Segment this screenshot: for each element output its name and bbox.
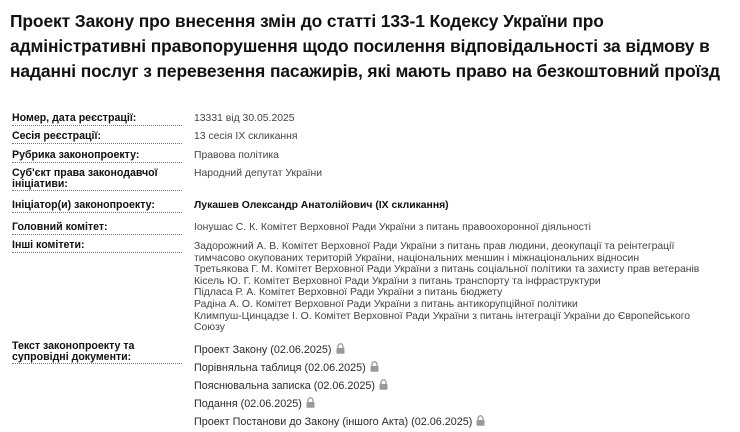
initiator-value[interactable]: Лукашев Олександр Анатолійович (IX скликання) — [194, 200, 449, 211]
document-link-draft-resolution[interactable]: Проект Постанови до Закону (іншого Акта) (02.06.2025) — [194, 413, 732, 431]
registration-value: 13331 від 30.05.2025 — [194, 113, 295, 124]
committee-item: Союзу — [194, 322, 225, 334]
rubric-value: Правова політика — [194, 150, 279, 161]
lock-icon — [306, 396, 315, 414]
registration-label: Номер, дата реєстрації: — [12, 113, 182, 126]
session-label: Сесія реєстрації: — [12, 131, 182, 144]
document-link-draft-law[interactable]: Проект Закону (02.06.2025) — [194, 341, 732, 359]
document-link-comparative-table[interactable]: Порівняльна таблиця (02.06.2025) — [194, 359, 732, 377]
session-value: 13 сесія IX скликання — [194, 131, 298, 142]
other-committees-list — [194, 241, 732, 334]
documents-label: Текст законопроекту та супровідні документи: — [12, 341, 182, 364]
bill-title: Проект Закону про внесення змін до статті 133-1 Кодексу України про адміністративні правопорушення щодо посилення відповідальності за відмову в наданні послуг з перевезення пасажирів, які мають право на безкоштовний проїзд — [10, 11, 720, 81]
committee-item: тимчасово окупованих територій України, національних меншин і міжнаціональних відносин — [194, 252, 640, 264]
lock-icon — [336, 342, 345, 360]
lock-icon — [379, 378, 388, 396]
committee-item: Кісель Ю. Г. Комітет Верховної Ради України з питань транспорту та інфраструктури — [194, 275, 601, 287]
main-committee-value: Іонушас С. К. Комітет Верховної Ради України з питань правоохоронної діяльності — [194, 222, 591, 233]
committee-item: Третьякова Г. М. Комітет Верховної Ради України з питань соціальної політики та захисту прав ветеранів — [194, 264, 700, 276]
committee-item: Підласа Р. А. Комітет Верховної Ради України з питань бюджету — [194, 287, 503, 299]
documents-list — [194, 341, 732, 431]
main-committee-label: Головний комітет: — [12, 222, 182, 235]
document-link-submission[interactable]: Подання (02.06.2025) — [194, 395, 732, 413]
document-link-explanatory-note[interactable]: Пояснювальна записка (02.06.2025) — [194, 377, 732, 395]
subject-label: Суб'єкт права законодавчої ініціативи: — [12, 168, 182, 191]
initiator-label: Ініціатор(и) законопроекту: — [12, 200, 182, 213]
rubric-label: Рубрика законопроекту: — [12, 150, 182, 163]
lock-icon — [476, 414, 485, 432]
lock-icon — [370, 360, 379, 378]
committee-item: Климпуш-Цинцадзе І. О. Комітет Верховної Ради України з питань інтеграції України до Європейського — [194, 310, 691, 322]
other-committees-label: Інші комітети: — [12, 240, 182, 253]
committee-item: Радіна А. О. Комітет Верховної Ради України з питань антикорупційної політики — [194, 298, 578, 310]
subject-value: Народний депутат України — [194, 168, 323, 179]
committee-item: Задорожний А. В. Комітет Верховної Ради України з питань прав людини, деокупації та реінтеграції — [194, 241, 675, 252]
